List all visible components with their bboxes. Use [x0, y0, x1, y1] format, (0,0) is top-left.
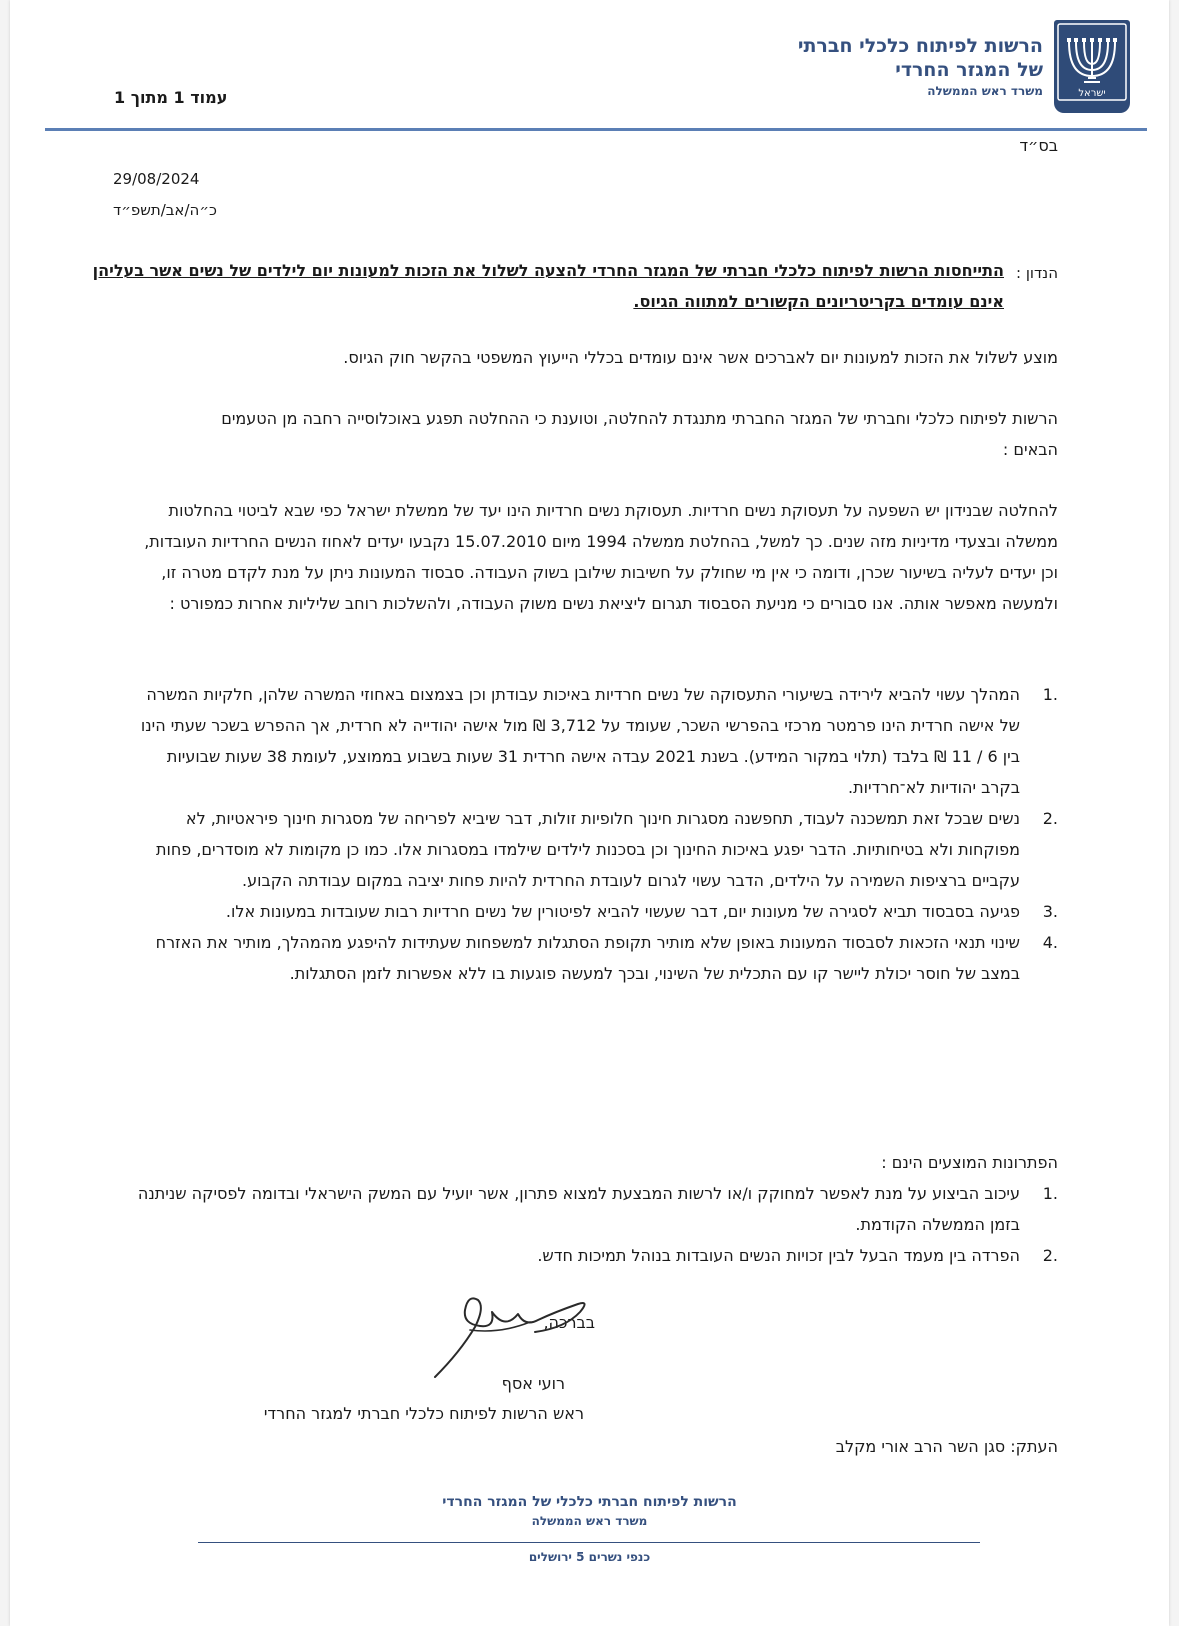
list-item-text: פגיעה בסבסוד תביא לסגירה של מעונות יום, דבר שעשוי להביא לפיטורין של נשים חרדיות רבות שעובדות במעונות אלו.: [225, 902, 1020, 921]
footer-divider: [198, 1542, 980, 1543]
org-name-line2: של המגזר החרדי: [895, 59, 1043, 81]
cc-line: העתק: סגן השר הרב אורי מקלב: [835, 1437, 1058, 1456]
list-item-text: נשים שבכל זאת תמשכנה לעבוד, תחפשנה מסגרות חינוך חלופיות זולות, דבר שיביא לפריחה של מסגרות חינוך פיראטיות, לא מפוקחות ולא בטיחותיות. הדבר יפגע באיכות החינוך וכן בסכנות לילדים שילמדו במסגרות אלו. כמו כן מקומות לא מוסדרים, פחות עקביים ברציפות השמירה על הילדים, הדבר עשוי לגרום לעובדת החרדית להיות פחות יציבה במקום עבודתה הקבוע.: [155, 809, 1020, 890]
list-item-number: 1.: [1042, 1184, 1058, 1203]
list-item: [128, 679, 1058, 803]
subject-label: הנדון :: [1016, 264, 1058, 282]
emblem-text: ישראל: [1078, 88, 1106, 99]
list-item-number: 2.: [1042, 809, 1058, 828]
letter-page: [10, 0, 1169, 1626]
list-item: [128, 1178, 1058, 1240]
list-item: [128, 896, 1058, 927]
footer-org-name: הרשות לפיתוח חברתי כלכלי של המגזר החרדי: [442, 1494, 737, 1510]
paragraph-proposal: מוצע לשלול את הזכות למעונות יום לאברכים אשר אינם עומדים בכללי הייעוץ המשפטי בהקשר חוק הגיוס.: [343, 348, 1058, 367]
footer-address: כנפי נשרים 5 ירושלים: [528, 1550, 651, 1564]
list-item-text: הפרדה בין מעמד הבעל לבין זכויות הנשים העובדות בנוהל תמיכות חדש.: [537, 1246, 1020, 1265]
list-item-text: שינוי תנאי הזכאות לסבסוד המעונות באופן שלא מותיר תקופת הסתגלות למשפחות שעתידות להיפגע מהמהלך, מותיר את האזרח במצב של חוסר יכולת ליישר קו עם התכלית של השינוי, ובכך למעשה פוגעות בו ללא אפשרות לזמן הסתגלות.: [155, 933, 1020, 983]
list-item-number: 2.: [1042, 1246, 1058, 1265]
list-item: [128, 927, 1058, 989]
org-header: [643, 34, 1043, 100]
org-ministry: משרד ראש הממשלה: [927, 84, 1043, 98]
org-name-line1: הרשות לפיתוח כלכלי חברתי: [797, 35, 1043, 57]
list-item: [128, 1240, 1058, 1271]
footer-ministry: משרד ראש הממשלה: [531, 1514, 648, 1528]
list-item-number: 3.: [1042, 902, 1058, 921]
subject-text: התייחסות הרשות לפיתוח כלכלי חברתי של המגזר החרדי להצעה לשלול את הזכות למעונות יום לילדים של נשים אשר בעליהן אינם עומדים בקריטריונים הקשורים למתווה הגיוס.: [92, 261, 1004, 311]
solutions-title: הפתרונות המוצעים הינם :: [881, 1153, 1058, 1172]
list-item-text: המהלך עשוי להביא לירידה בשיעורי התעסוקה של נשים חרדיות באיכות עבודתן וכן בצמצום באחוזי המשרה שלהן, חלקיות המשרה של אישה חרדית הינו פרמטר מרכזי בהפרשי השכר, שעומד על 3,712 ₪ מול אישה יהודייה לא חרדית, אך ההפרש בשכר שעתי הינו בין 6 / 11 ₪ בלבד (תלוי במקור המידע). בשנת 2021 עבדה אישה חרדית 31 שעות בשבוע בממוצע, לעומת 38 שעות שבועיות בקרב יהודיות לא־חרדיות.: [140, 685, 1020, 797]
signer-title: ראש הרשות לפיתוח כלכלי חברתי למגזר החרדי: [263, 1404, 584, 1423]
list-item: [128, 803, 1058, 896]
paragraph-employment: להחלטה שבנידון יש השפעה על תעסוקת נשים חרדיות. תעסוקת נשים חרדיות הינו יעד של ממשלת ישראל כפי שבא לביטוי בהחלטות ממשלה ובצעדי מדיניות מזה שנים. כך למשל, בהחלטת ממשלה 1994 מיום 15.07.2010 נקבעו יעדים לאחוז הנשים החרדיות העובדות, וכן יעדים לעליה בשיעור שכרן, ודומה כי אין מי שחולק על חשיבות שילובן בשוק העבודה. סבסוד המעונות ניתן על מנת לקדם מטרה זו, ולמעשה מאפשר אותה. אנו סבורים כי מניעת הסבסוד תגרום ליציאת נשים משוק העבודה, ולהשלכות רוחב שליליות אחרות כמפורט :: [144, 501, 1058, 613]
list-item-number: 4.: [1042, 933, 1058, 952]
date-hebrew: כ״ה/אב/תשפ״ד: [113, 201, 217, 219]
reasons-list: [128, 679, 1058, 989]
signer-name: רועי אסף: [501, 1374, 565, 1393]
paragraph-opposition: הרשות לפיתוח כלכלי וחברתי של המגזר החברתי מתנגדת להחלטה, וטוענת כי ההחלטה תפגע באוכלוסייה רחבה מן הטעמים הבאים :: [221, 409, 1058, 459]
handwritten-signature: [430, 1282, 600, 1382]
bsd-mark: בס״ד: [1019, 136, 1058, 155]
page-number: עמוד 1 מתוך 1: [114, 88, 228, 107]
solutions-list: [128, 1178, 1058, 1271]
list-item-number: 1.: [1042, 685, 1058, 704]
closing: בברכה,: [543, 1313, 595, 1332]
list-item-text: עיכוב הביצוע על מנת לאפשר למחוקק ו/או לרשות המבצעת למצוא פתרון, אשר יועיל עם המשק הישראלי ובדומה לפסיקה שניתנה בזמן הממשלה הקודמת.: [137, 1184, 1020, 1234]
date-gregorian: 29/08/2024: [113, 170, 200, 188]
state-emblem-icon: [1054, 20, 1130, 113]
header-divider: [45, 128, 1147, 131]
